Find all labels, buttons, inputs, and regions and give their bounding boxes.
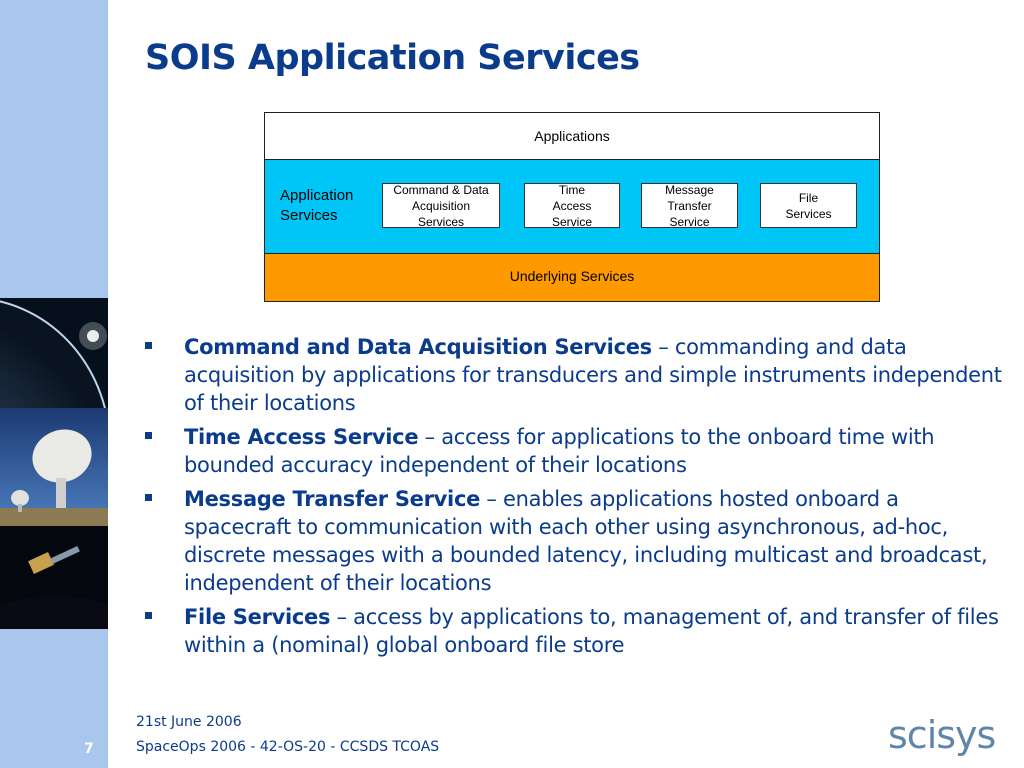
services-diagram — [264, 112, 880, 302]
page-title: SOIS Application Services — [145, 38, 640, 78]
square-bullet-icon — [145, 432, 152, 439]
square-bullet-icon — [145, 342, 152, 349]
applications-layer: Applications — [265, 113, 879, 160]
bullet-item: Time Access Service – access for applications to the onboard time with bounded accuracy independent of their locations — [145, 423, 1005, 479]
time-access-service-box: Time Access Service — [524, 183, 620, 228]
application-services-layer — [265, 160, 879, 254]
satellite-dish-image — [0, 408, 108, 526]
earth-horizon-image — [0, 298, 108, 408]
footer-reference: SpaceOps 2006 - 42-OS-20 - CCSDS TCOAS — [136, 739, 440, 755]
square-bullet-icon — [145, 612, 152, 619]
square-bullet-icon — [145, 494, 152, 501]
file-services-box: File Services — [760, 183, 857, 228]
svg-text:scisys: scisys — [888, 713, 996, 756]
satellite-orbit-image — [0, 526, 108, 629]
message-transfer-service-box: Message Transfer Service — [641, 183, 738, 228]
footer-date: 21st June 2006 — [136, 714, 242, 730]
bullet-item: Command and Data Acquisition Services – commanding and data acquisition by applications for transducers and simple instruments independent of their locations — [145, 333, 1005, 417]
application-services-label: Application Services — [280, 187, 354, 224]
command-data-acquisition-box: Command & Data Acquisition Services — [382, 183, 500, 228]
bullet-list — [145, 333, 1005, 665]
page-number: 7 — [84, 741, 94, 757]
bullet-item: File Services – access by applications to, management of, and transfer of files within a (nominal) global onboard file store — [145, 603, 1005, 659]
underlying-services-layer: Underlying Services — [265, 254, 879, 301]
scisys-logo — [886, 712, 1002, 756]
bullet-item: Message Transfer Service – enables applications hosted onboard a spacecraft to communication with each other using asynchronous, ad-hoc, discrete messages with a bounded latency, including multicast and broadcast, independent of their locations — [145, 485, 1005, 597]
